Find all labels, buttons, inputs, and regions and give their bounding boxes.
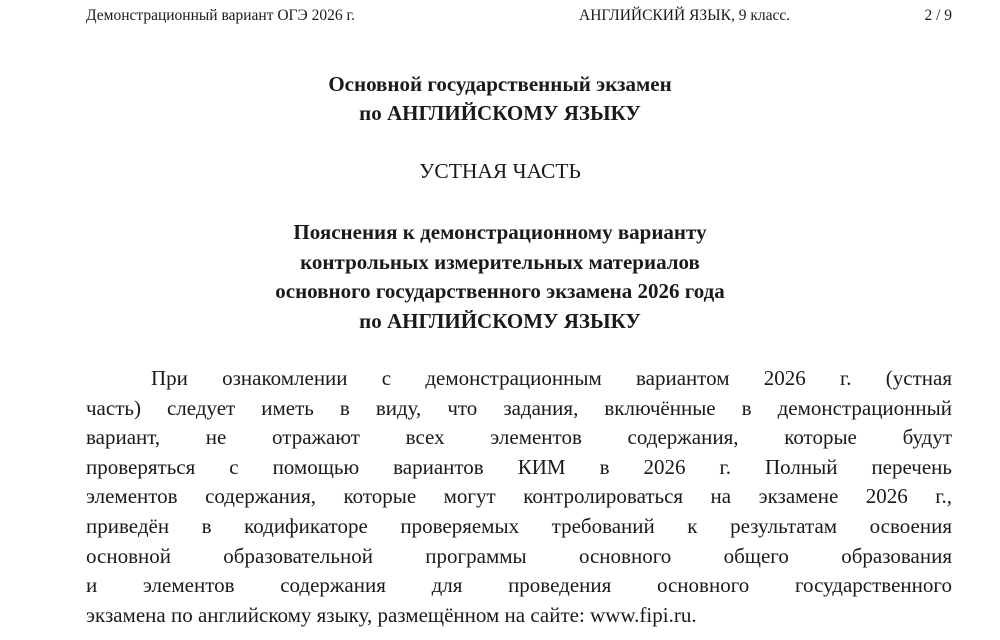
paragraph-line: элементов содержания, которые могут контролироваться на экзамене 2026 г., <box>86 484 952 509</box>
exam-title-line-2: по АНГЛИЙСКОМУ ЯЗЫКУ <box>359 101 641 125</box>
paragraph-line: проверяться с помощью вариантов КИМ в 2026 г. Полный перечень <box>86 454 952 479</box>
body-paragraph <box>86 364 952 630</box>
paragraph-line: приведён в кодификаторе проверяемых требований к результатам освоения <box>86 513 952 538</box>
paragraph-line: часть) следует иметь в виду, что задания, включённые в демонстрационный <box>86 395 952 420</box>
exam-title-line-1: Основной государственный экзамен <box>328 72 672 96</box>
header-subject-grade: АНГЛИЙСКИЙ ЯЗЫК, 9 класс. <box>579 7 791 24</box>
explanation-heading-line-2: контрольных измерительных материалов <box>300 249 700 274</box>
explanation-heading <box>0 218 1000 336</box>
section-heading <box>0 157 1000 185</box>
explanation-heading-line-4: по АНГЛИЙСКОМУ ЯЗЫКУ <box>359 308 641 333</box>
header-exam-variant: Демонстрационный вариант ОГЭ 2026 г. <box>86 7 355 24</box>
paragraph-line: основной образовательной программы основного общего образования <box>86 543 952 568</box>
paragraph-line: и элементов содержания для проведения основного государственного <box>86 573 952 598</box>
header-page-number: 2 / 9 <box>924 7 952 24</box>
explanation-heading-line-1: Пояснения к демонстрационному варианту <box>293 220 707 244</box>
explanation-heading-line-3: основного государственного экзамена 2026 года <box>275 279 725 303</box>
paragraph-line: вариант, не отражают всех элементов содержания, которые будут <box>86 425 952 450</box>
exam-title <box>0 70 1000 128</box>
section-heading-text: УСТНАЯ ЧАСТЬ <box>419 159 581 183</box>
running-header <box>86 6 952 26</box>
paragraph-line: экзамена по английскому языку, размещённом на сайте: www.fipi.ru. <box>86 602 697 627</box>
paragraph-line: При ознакомлении с демонстрационным вариантом 2026 г. (устная <box>151 366 952 390</box>
